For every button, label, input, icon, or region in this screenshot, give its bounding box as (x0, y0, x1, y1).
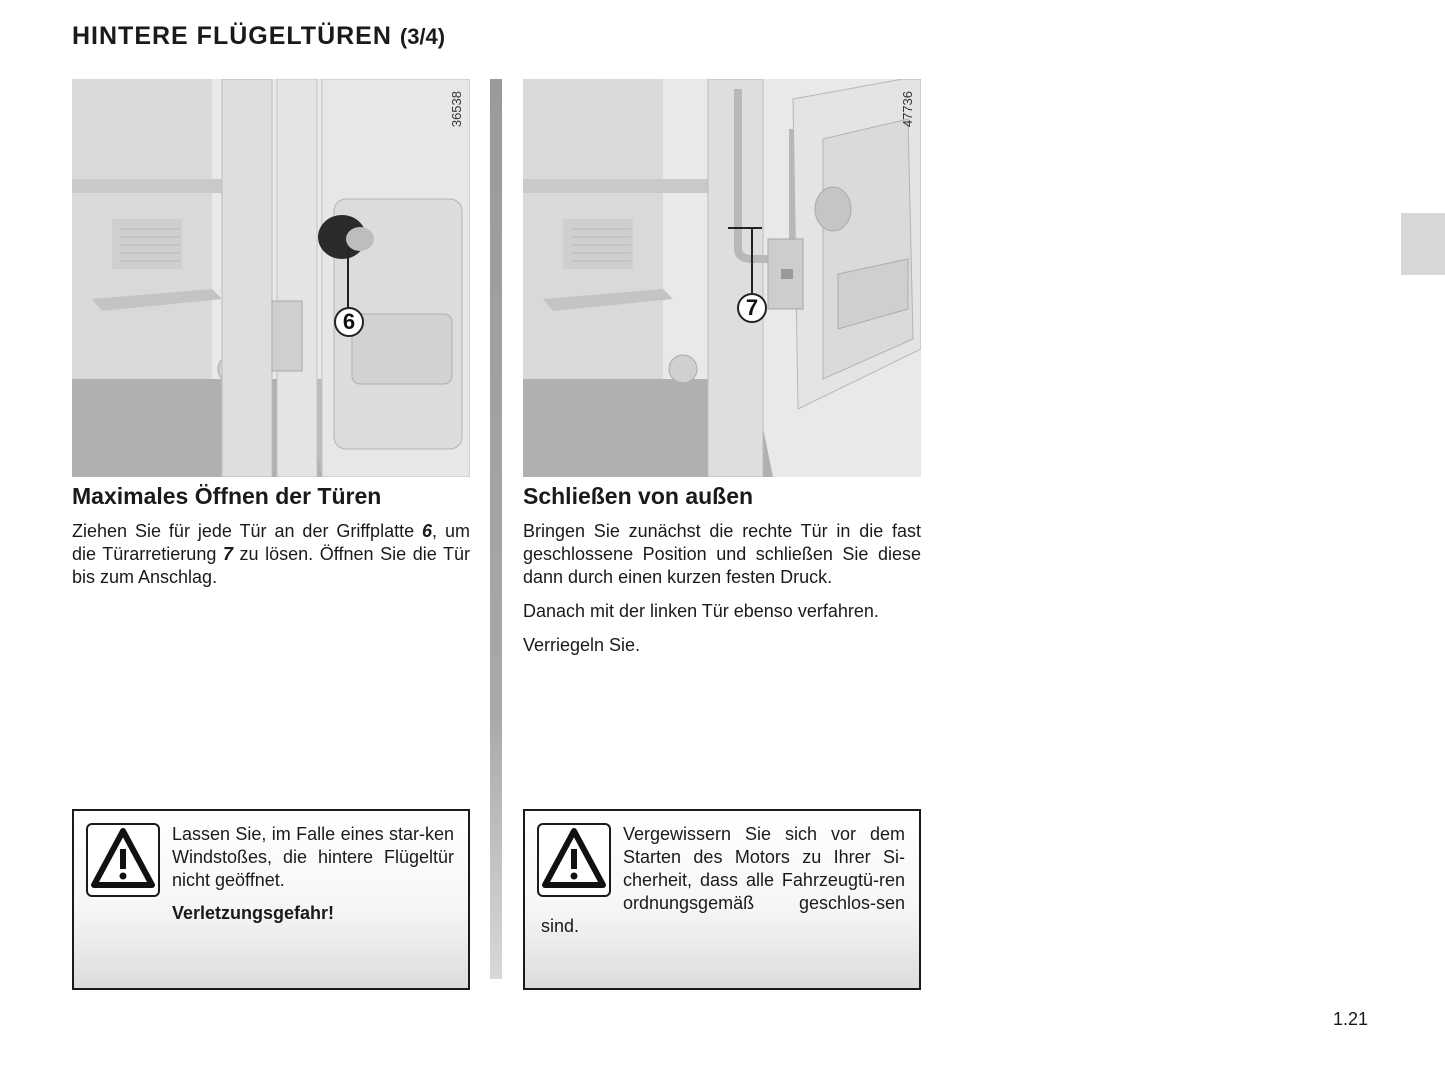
page-title-part: (3/4) (399, 24, 446, 49)
callout-pointer-tick (728, 227, 762, 229)
warning-text: Lassen Sie, im Falle eines star-ken Windstoßes, die hintere Flügeltür nicht geöffnet. (172, 824, 454, 890)
left-column (72, 79, 470, 600)
column-divider (490, 79, 502, 979)
text-run: , um die Türarretierung (72, 521, 470, 564)
warning-emphasis: Verletzungsgefahr! (172, 903, 335, 923)
section-heading: Schließen von außen (523, 483, 754, 509)
warning-text-block (541, 823, 905, 938)
van-door-hinge-drawing (523, 79, 921, 477)
warning-box (72, 809, 470, 990)
page-number: 1.21 (1333, 1009, 1369, 1029)
page-title-main: HINTERE FLÜGELTÜREN (72, 22, 392, 50)
image-reference-code: 47736 (900, 91, 915, 128)
text-run: Ziehen Sie für jede Tür an der Griffplatte (72, 521, 423, 541)
door-check-illustration (523, 79, 921, 477)
right-column (523, 79, 921, 668)
body-paragraph: Danach mit der linken Tür ebenso verfahren. (523, 601, 879, 621)
warning-text-block (172, 823, 454, 925)
section-heading: Maximales Öffnen der Türen (72, 483, 382, 509)
warning-text: Vergewissern Sie sich vor dem Starten des Motors zu Ihrer Si-cherheit, dass alle Fahrzeugtü-ren ordnungsgemäß geschlos-sen sind. (541, 824, 905, 936)
text-run: zu lösen. Öffnen Sie die Tür bis zum Anschlag. (72, 544, 470, 587)
warning-triangle-icon (86, 823, 160, 897)
callout-7: 7 (737, 293, 767, 323)
callout-6: 6 (334, 307, 364, 337)
reference-7: 7 (222, 544, 233, 564)
chapter-tab (1401, 213, 1445, 275)
reference-6: 6 (422, 521, 433, 541)
body-paragraph (72, 520, 470, 589)
image-reference-code: 36538 (449, 91, 464, 128)
warning-box (523, 809, 921, 990)
page-title (72, 22, 445, 51)
body-paragraph: Bringen Sie zunächst die rechte Tür in die fast geschlossene Position und schließen Sie diese dann durch einen kurzen festen Druck. (523, 521, 921, 587)
door-handle-illustration (72, 79, 470, 477)
callout-leader-line (751, 227, 753, 293)
van-rear-door-drawing (72, 79, 470, 477)
body-paragraph: Verriegeln Sie. (523, 635, 641, 655)
